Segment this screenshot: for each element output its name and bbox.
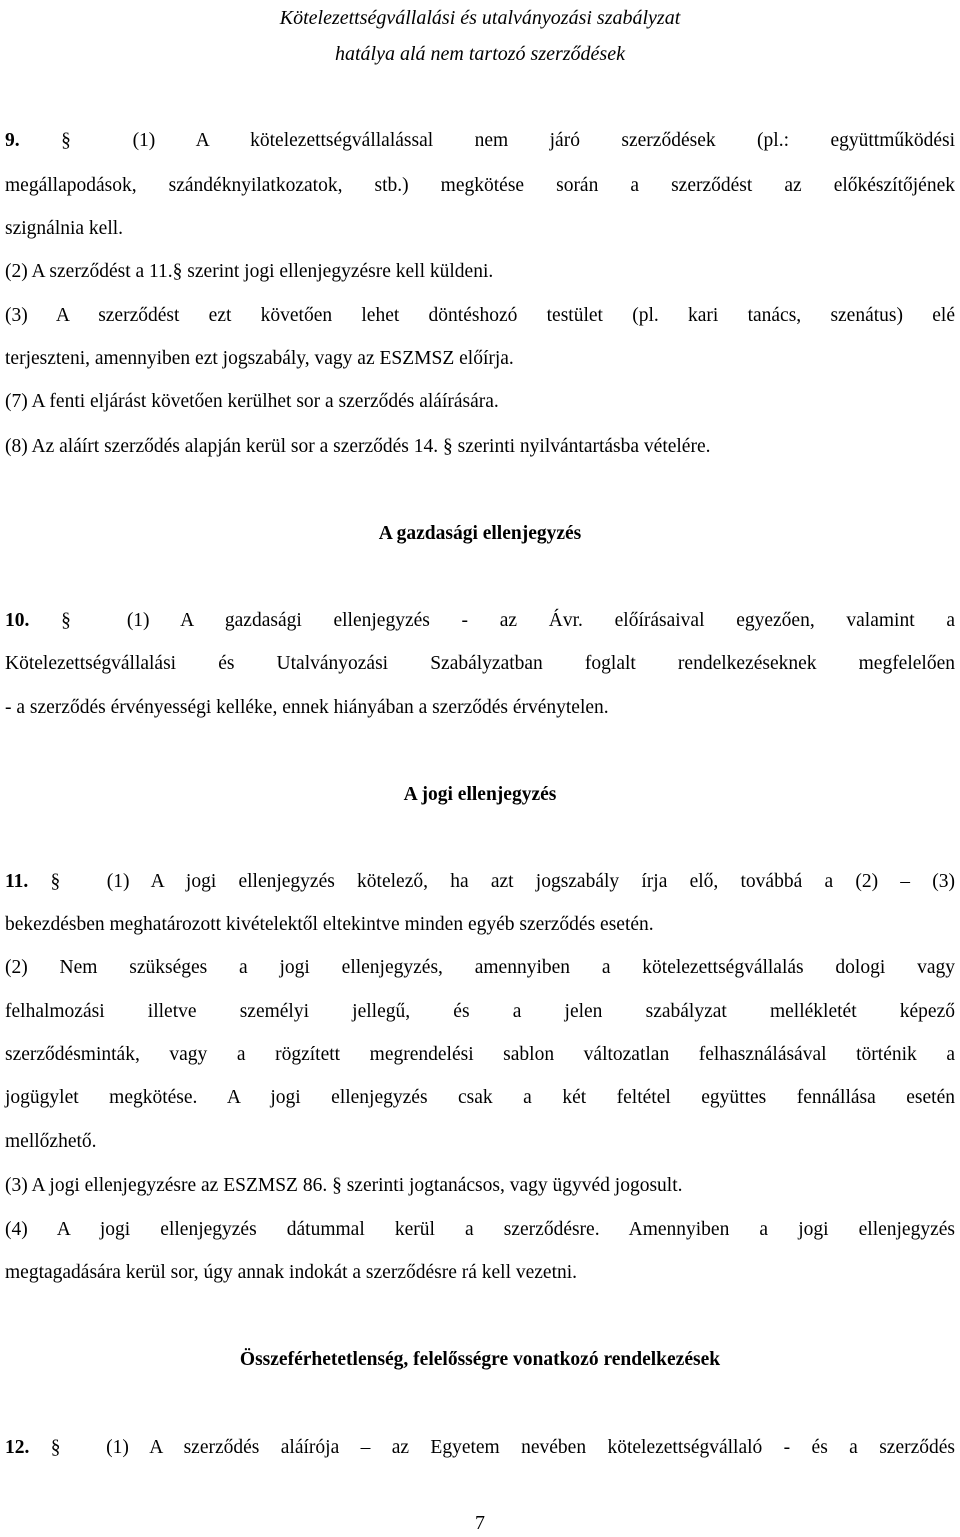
section-sign: § (61, 130, 71, 151)
section-9-line-4: (2) A szerződést a 11.§ szerint jogi ellenjegyzésre kell küldeni. (5, 261, 494, 282)
section-number: 10. (5, 610, 30, 631)
heading-jogi-ellenjegyzes: A jogi ellenjegyzés (403, 784, 557, 805)
section-11-line-7: mellőzhető. (5, 1131, 97, 1152)
section-9-line-1 (5, 128, 955, 154)
section-11-line-6: jogügylet megkötése. A jogi ellenjegyzés csak a két feltétel együttes fennállása esetén (5, 1087, 955, 1108)
section-10-line-2: Kötelezettségvállalási és Utalványozási Szabályzatban foglalt rendelkezéseknek megfelelően (5, 653, 955, 674)
paragraph-text: (1) A gazdasági ellenjegyzés - az Ávr. előírásaival egyezően, valamint a (126, 610, 956, 631)
section-sign: § (50, 1437, 61, 1458)
section-11-line-8: (3) A jogi ellenjegyzésre az ESZMSZ 86. § szerinti jogtanácsos, vagy ügyvéd jogosult. (5, 1175, 683, 1196)
section-number: 12. (5, 1437, 30, 1458)
section-11-line-4: felhalmozási illetve személyi jellegű, és a jelen szabályzat mellékletét képező (5, 1001, 955, 1022)
heading-osszeferhetetlenseg: Összeférhetetlenség, felelősségre vonatkozó rendelkezések (239, 1349, 721, 1370)
section-9-line-5: (3) A szerződést ezt követően lehet döntéshozó testület (pl. kari tanács, szenátus) elé (5, 305, 955, 326)
section-10-line-1 (5, 608, 955, 634)
section-11-line-3: (2) Nem szükséges a jogi ellenjegyzés, amennyiben a kötelezettségvállalás dologi vagy (5, 957, 955, 978)
section-sign: § (61, 610, 71, 631)
paragraph-text: (1) A szerződés aláírója – az Egyetem nevében kötelezettségvállaló - és a szerződés (106, 1437, 956, 1458)
section-9-line-2: megállapodások, szándéknyilatkozatok, stb.) megkötése során a szerződést az előkészítőjének (5, 175, 955, 196)
header-line-2: hatálya alá nem tartozó szerződések (335, 43, 625, 65)
header-line-1: Kötelezettségvállalási és utalványozási szabályzat (279, 7, 681, 29)
section-number: 9. (5, 130, 20, 151)
paragraph-text: (1) A jogi ellenjegyzés kötelező, ha azt jogszabály írja elő, továbbá a (2) – (3) (106, 871, 956, 892)
section-12-line-1 (5, 1435, 955, 1461)
heading-gazdasagi-ellenjegyzes: A gazdasági ellenjegyzés (378, 523, 582, 544)
page-header (0, 0, 960, 72)
section-9-line-3: szignálnia kell. (5, 218, 124, 239)
section-11-line-1 (5, 869, 955, 895)
section-11-line-10: megtagadására kerül sor, úgy annak indokát a szerződésre rá kell vezetni. (5, 1262, 578, 1283)
section-10-line-3: - a szerződés érvényességi kelléke, ennek hiányában a szerződés érvénytelen. (5, 697, 609, 718)
section-9-line-8: (8) Az aláírt szerződés alapján kerül sor a szerződés 14. § szerinti nyilvántartásba vételére. (5, 436, 711, 457)
section-11-line-9: (4) A jogi ellenjegyzés dátummal kerül a szerződésre. Amennyiben a jogi ellenjegyzés (5, 1219, 955, 1240)
section-number: 11. (5, 871, 29, 892)
section-11-line-5: szerződésminták, vagy a rögzített megrendelési sablon változatlan felhasználásával történik a (5, 1044, 955, 1065)
section-11-line-2: bekezdésben meghatározott kivételektől eltekintve minden egyéb szerződés esetén. (5, 914, 654, 935)
section-sign: § (50, 871, 61, 892)
section-9-line-7: (7) A fenti eljárást követően kerülhet sor a szerződés aláírására. (5, 391, 499, 412)
page-number: 7 (475, 1512, 485, 1534)
section-9-line-6: terjeszteni, amennyiben ezt jogszabály, vagy az ESZMSZ előírja. (5, 348, 514, 369)
paragraph-text: (1) A kötelezettségvállalással nem járó szerződések (pl.: együttműködési (132, 130, 956, 151)
